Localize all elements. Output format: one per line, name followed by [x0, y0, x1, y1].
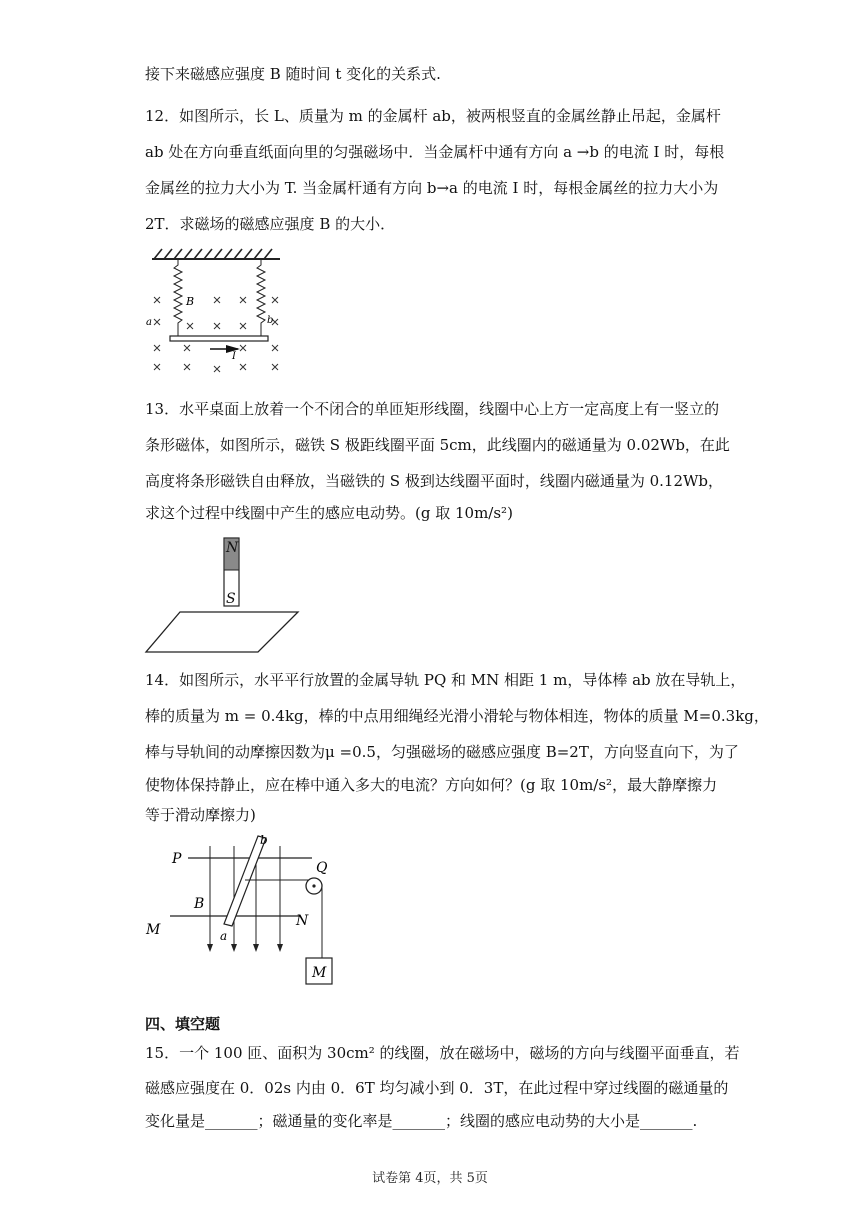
q14-label-a: a [220, 929, 228, 943]
q14-label-b: b [260, 833, 268, 847]
magnet-north-label: N [226, 540, 239, 556]
q12-label-a: a [146, 317, 152, 328]
q13-line-2: 条形磁体，如图所示，磁铁 S 极距线圈平面 5cm，此线圈内的磁通量为 0.02Wb，在此 [145, 436, 730, 454]
q14-label-B: B [194, 896, 205, 912]
q15-line-1: 15．一个 100 匝、面积为 30cm² 的线圈，放在磁场中，磁场的方向与线圈平面垂直，若 [145, 1044, 740, 1062]
q13-line-1: 13．水平桌面上放着一个不闭合的单匝矩形线圈，线圈中心上方一定高度上有一竖立的 [145, 400, 720, 418]
q14-label-N: N [296, 913, 309, 929]
q14-mass-label: M [312, 965, 327, 981]
q14-line-2: 棒的质量为 m = 0.4kg，棒的中点用细绳经光滑小滑轮与物体相连，物体的质量 M=0.3kg， [145, 707, 769, 725]
magnet-south-label: S [226, 591, 236, 607]
q12-line-4: 2T．求磁场的磁感应强度 B 的大小． [145, 215, 396, 233]
section-4-title: 四、填空题 [145, 1015, 221, 1033]
q12-label-b: b [267, 315, 274, 326]
q15-line-2: 磁感应强度在 0．02s 内由 0．6T 均匀减小到 0．3T，在此过程中穿过线圈的磁通量的 [145, 1079, 729, 1097]
q14-label-P: P [172, 851, 182, 867]
q12-line-1: 12．如图所示，长 L、质量为 m 的金属杆 ab，被两根竖直的金属丝静止吊起，金属杆 [145, 107, 721, 125]
q12-line-2: ab 处在方向垂直纸面向里的匀强磁场中．当金属杆中通有方向 a →b 的电流 I 时，每根 [145, 143, 725, 161]
q12-line-3: 金属丝的拉力大小为 T. 当金属杆通有方向 b→a 的电流 I 时，每根金属丝的拉力大小为 [145, 179, 719, 197]
q14-line-3: 棒与导轨间的动摩擦因数为μ =0.5，匀强磁场的磁感应强度 B=2T，方向竖直向下，为了 [145, 743, 739, 761]
q14-line-1: 14．如图所示，水平平行放置的金属导轨 PQ 和 MN 相距 1 m，导体棒 ab 放在导轨上， [145, 671, 746, 689]
q13-line-4: 求这个过程中线圈中产生的感应电动势。(g 取 10m/s²) [145, 504, 513, 522]
q12-label-I: I [232, 351, 236, 362]
intro-line: 接下来磁感应强度 B 随时间 t 变化的关系式. [145, 65, 441, 83]
q13-line-3: 高度将条形磁铁自由释放，当磁铁的 S 极到达线圈平面时，线圈内磁通量为 0.12Wb， [145, 472, 724, 490]
q13-figure [140, 535, 310, 655]
q12-label-B: B [186, 295, 195, 308]
q14-label-M: M [146, 922, 161, 938]
q14-line-5: 等于滑动摩擦力) [145, 806, 256, 824]
page-footer: 试卷第 4页，共 5页 [372, 1171, 488, 1186]
q12-figure [140, 245, 300, 380]
q15-line-3: 变化量是_______；磁通量的变化率是_______；线圈的感应电动势的大小是_______. [145, 1112, 698, 1130]
q14-figure [140, 828, 360, 996]
q14-label-Q: Q [316, 860, 328, 876]
q14-line-4: 使物体保持静止，应在棒中通入多大的电流？方向如何？(g 取 10m/s²，最大静摩擦力 [145, 776, 718, 794]
